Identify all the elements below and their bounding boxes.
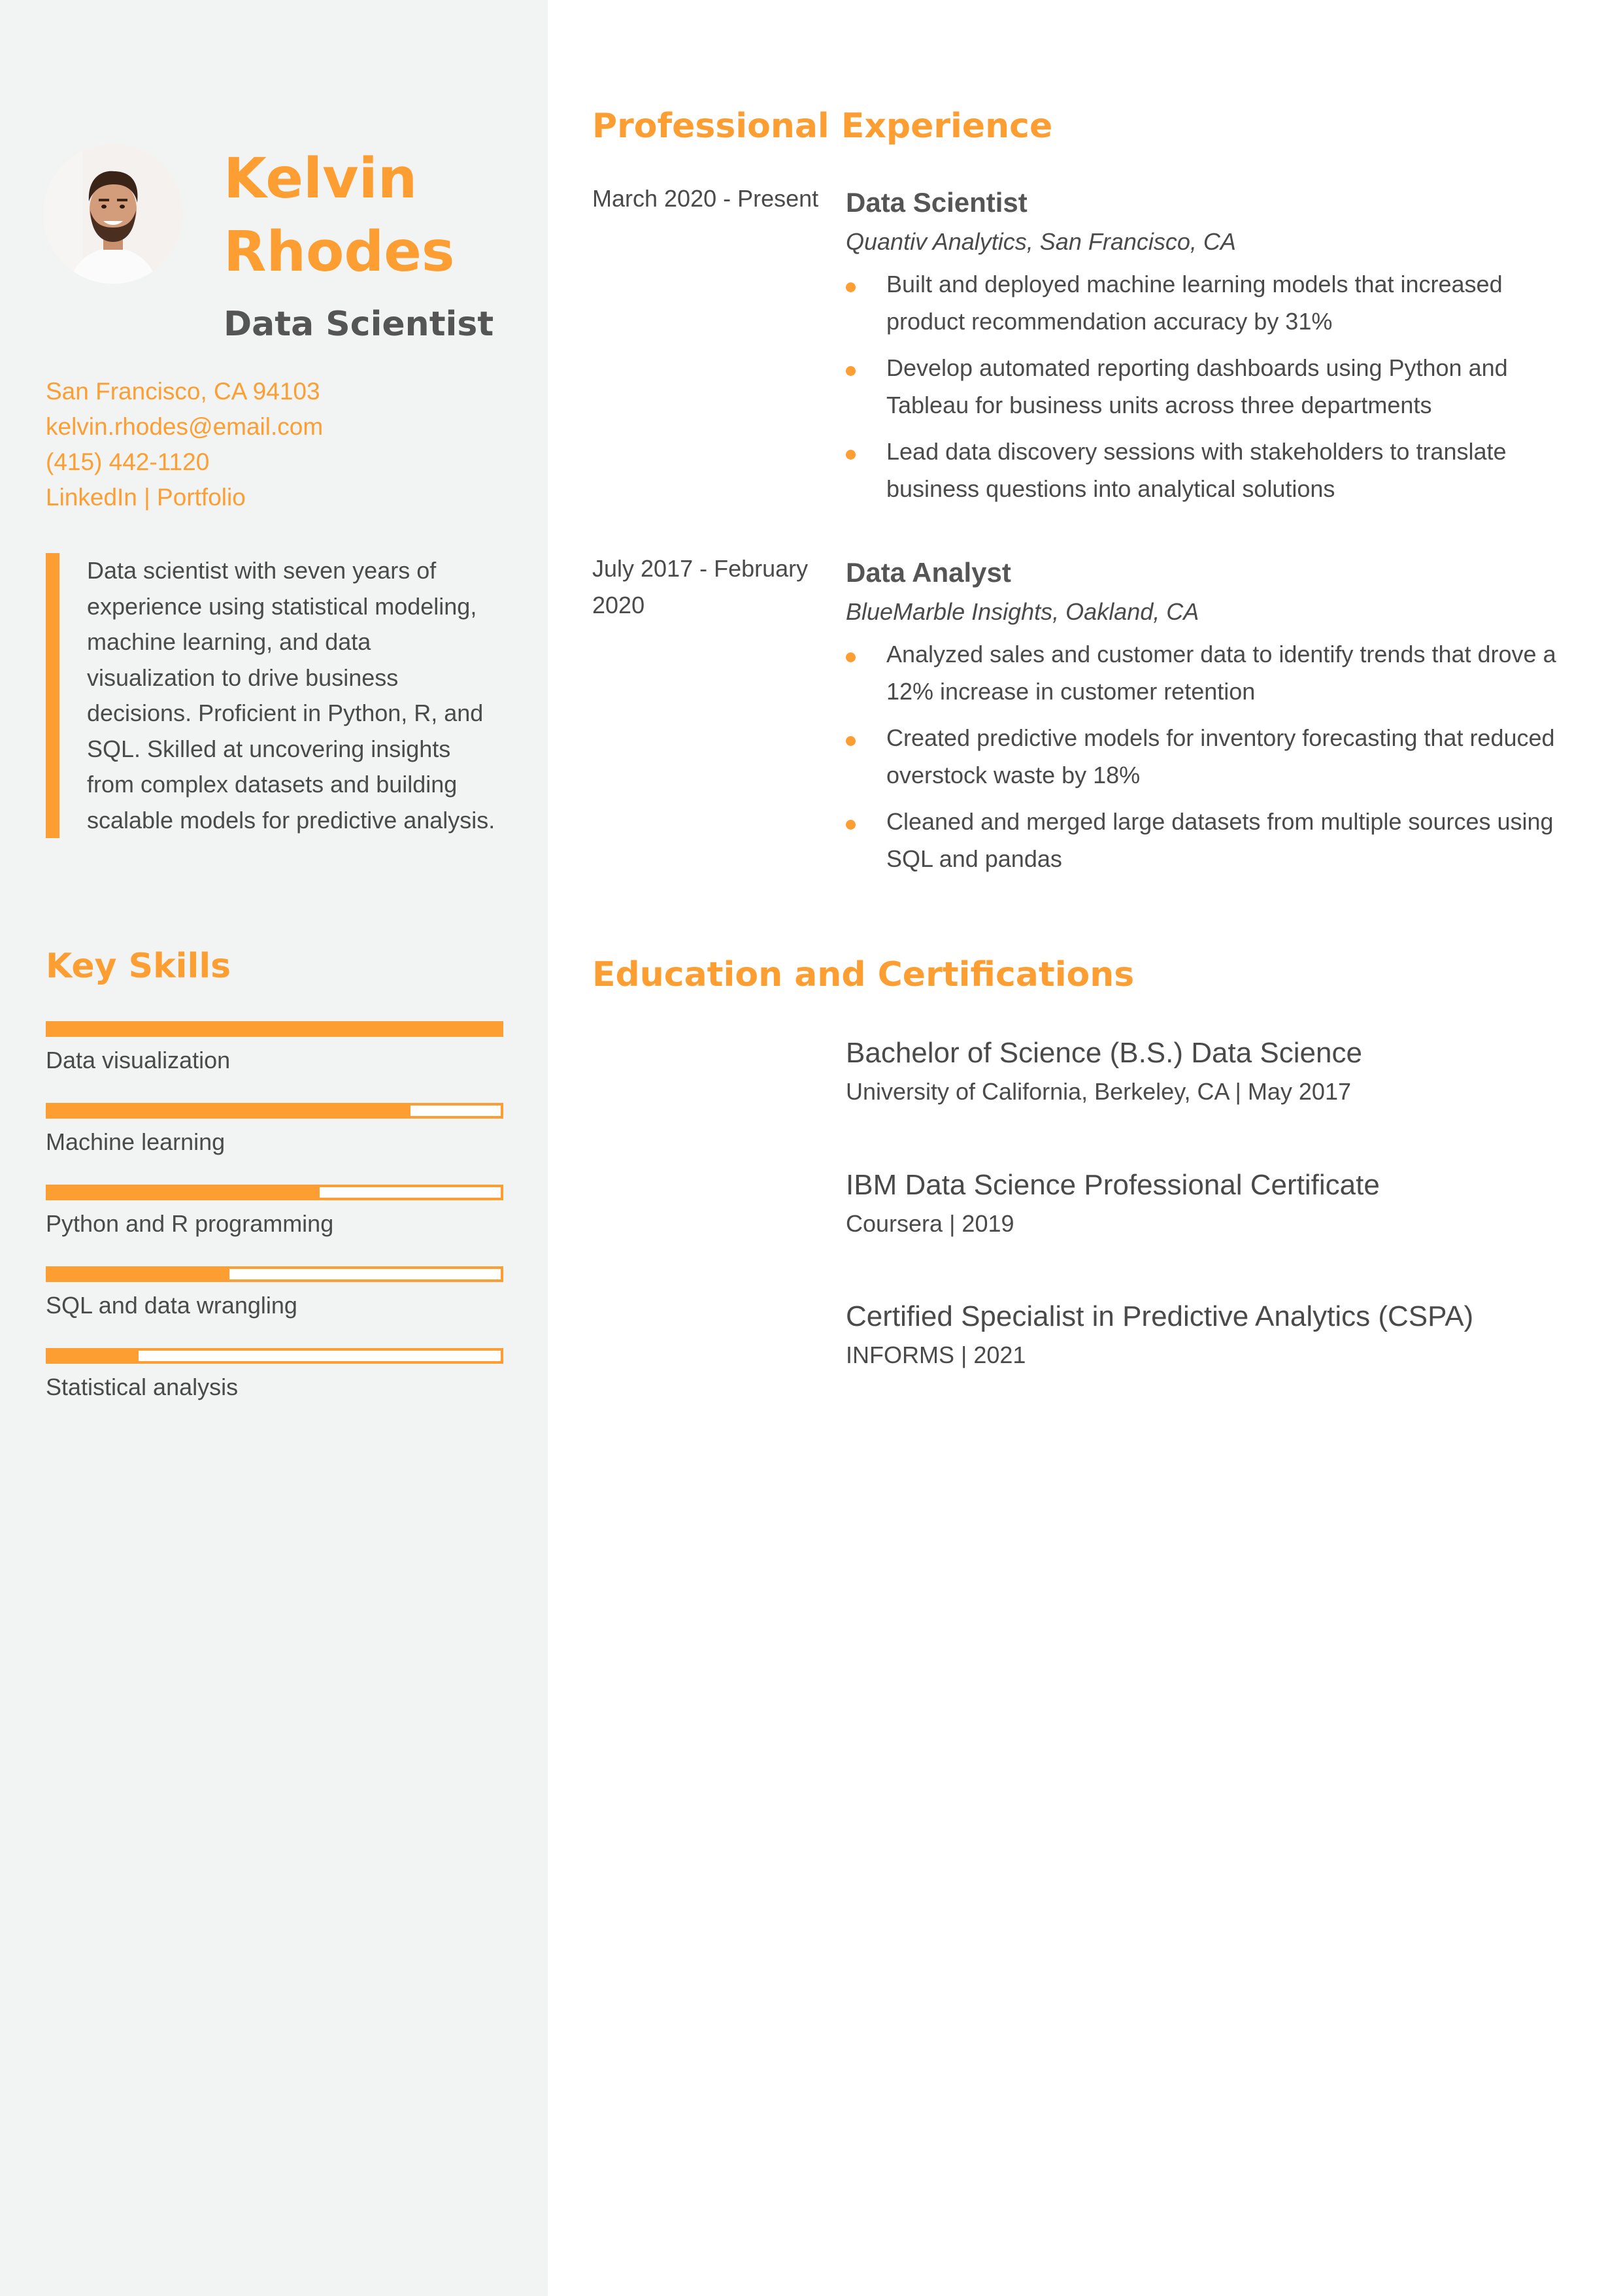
- summary-block: [46, 553, 503, 838]
- education-title: Bachelor of Science (B.S.) Data Science: [846, 1037, 1362, 1069]
- profile-links[interactable]: LinkedIn | Portfolio: [46, 484, 246, 511]
- skill-label: Statistical analysis: [46, 1374, 239, 1400]
- bullet-text: Created predictive models for inventory forecasting that reduced overstock waste by 18%: [886, 724, 1555, 788]
- job-company: BlueMarble Insights, Oakland, CA: [846, 598, 1199, 625]
- bullet-dot-icon: [846, 820, 856, 830]
- education-subtitle: University of California, Berkeley, CA | May 2017: [846, 1078, 1351, 1105]
- skill-level-bar: [46, 1348, 503, 1364]
- list-item: [846, 803, 1584, 877]
- skill-level-fill: [48, 1269, 229, 1279]
- contact-info: [46, 374, 529, 515]
- education-title: IBM Data Science Professional Certificate: [846, 1169, 1380, 1201]
- education-subtitle: Coursera | 2019: [846, 1210, 1014, 1237]
- skill-label: Python and R programming: [46, 1210, 334, 1237]
- skill-level-bar: [46, 1185, 503, 1200]
- skill-item: [46, 1266, 503, 1348]
- skills-heading: Key Skills: [46, 947, 231, 986]
- job-bullets: [846, 635, 1584, 877]
- phone-text: (415) 442-1120: [46, 448, 210, 475]
- candidate-role: Data Scientist: [224, 305, 494, 344]
- job-dates: March 2020 - Present: [592, 185, 819, 212]
- skill-level-bar: [46, 1021, 503, 1037]
- job-bullets: [846, 265, 1584, 507]
- skill-level-fill: [48, 1106, 410, 1116]
- location-text: San Francisco, CA 94103: [46, 378, 320, 405]
- bullet-dot-icon: [846, 736, 856, 746]
- list-item: [846, 719, 1584, 794]
- bullet-dot-icon: [846, 366, 856, 376]
- skill-level-bar: [46, 1266, 503, 1282]
- education-title: Certified Specialist in Predictive Analytics (CSPA): [846, 1300, 1474, 1332]
- education-item: [846, 1296, 1584, 1374]
- bullet-text: Analyzed sales and customer data to identify trends that drove a 12% increase in customer retention: [886, 641, 1556, 705]
- skill-item: [46, 1103, 503, 1185]
- list-item: [846, 349, 1584, 424]
- skill-level-fill: [48, 1351, 139, 1361]
- job-dates: July 2017 - February 2020: [592, 555, 809, 618]
- skill-item: [46, 1185, 503, 1266]
- bullet-text: Lead data discovery sessions with stakeholders to translate business questions into analytical solutions: [886, 438, 1507, 502]
- last-name: Rhodes: [224, 220, 455, 284]
- skill-label: Data visualization: [46, 1047, 231, 1073]
- sidebar: [0, 0, 548, 2296]
- skill-item: [46, 1021, 503, 1103]
- education-subtitle: INFORMS | 2021: [846, 1342, 1026, 1368]
- skill-level-fill: [48, 1024, 501, 1034]
- skill-level-fill: [48, 1187, 320, 1198]
- skill-label: Machine learning: [46, 1128, 226, 1155]
- email-link[interactable]: kelvin.rhodes@email.com: [46, 413, 324, 440]
- list-item: [846, 433, 1584, 507]
- skill-item: [46, 1348, 503, 1430]
- experience-heading: Professional Experience: [592, 107, 1053, 146]
- job-company: Quantiv Analytics, San Francisco, CA: [846, 228, 1236, 255]
- education-item: [846, 1165, 1584, 1242]
- profile-photo-icon: [43, 144, 183, 284]
- bullet-dot-icon: [846, 450, 856, 460]
- job-entry: [846, 553, 1584, 886]
- first-name: Kelvin: [224, 146, 418, 211]
- list-item: [846, 635, 1584, 710]
- bullet-text: Develop automated reporting dashboards using Python and Tableau for business units across three departments: [886, 354, 1508, 418]
- avatar: [43, 144, 183, 284]
- bullet-dot-icon: [846, 282, 856, 292]
- main-content: [548, 0, 1623, 2296]
- list-item: [846, 265, 1584, 340]
- skill-label: SQL and data wrangling: [46, 1292, 297, 1319]
- skills-list: [46, 1021, 503, 1430]
- job-title: Data Analyst: [846, 557, 1011, 588]
- job-entry: [846, 183, 1584, 516]
- summary-text: Data scientist with seven years of experience using statistical modeling, machine learning, and data visualization to drive business decisions. Proficient in Python, R, and SQL. Skilled at uncovering insights from complex datasets and building scalable models for predictive analysis.: [87, 557, 495, 834]
- bullet-text: Cleaned and merged large datasets from multiple sources using SQL and pandas: [886, 808, 1554, 872]
- education-heading: Education and Certifications: [592, 955, 1135, 994]
- candidate-name: [224, 143, 537, 289]
- bullet-text: Built and deployed machine learning models that increased product recommendation accuracy by 31%: [886, 271, 1503, 335]
- bullet-dot-icon: [846, 652, 856, 662]
- skill-level-bar: [46, 1103, 503, 1119]
- education-item: [846, 1033, 1584, 1110]
- job-title: Data Scientist: [846, 187, 1028, 218]
